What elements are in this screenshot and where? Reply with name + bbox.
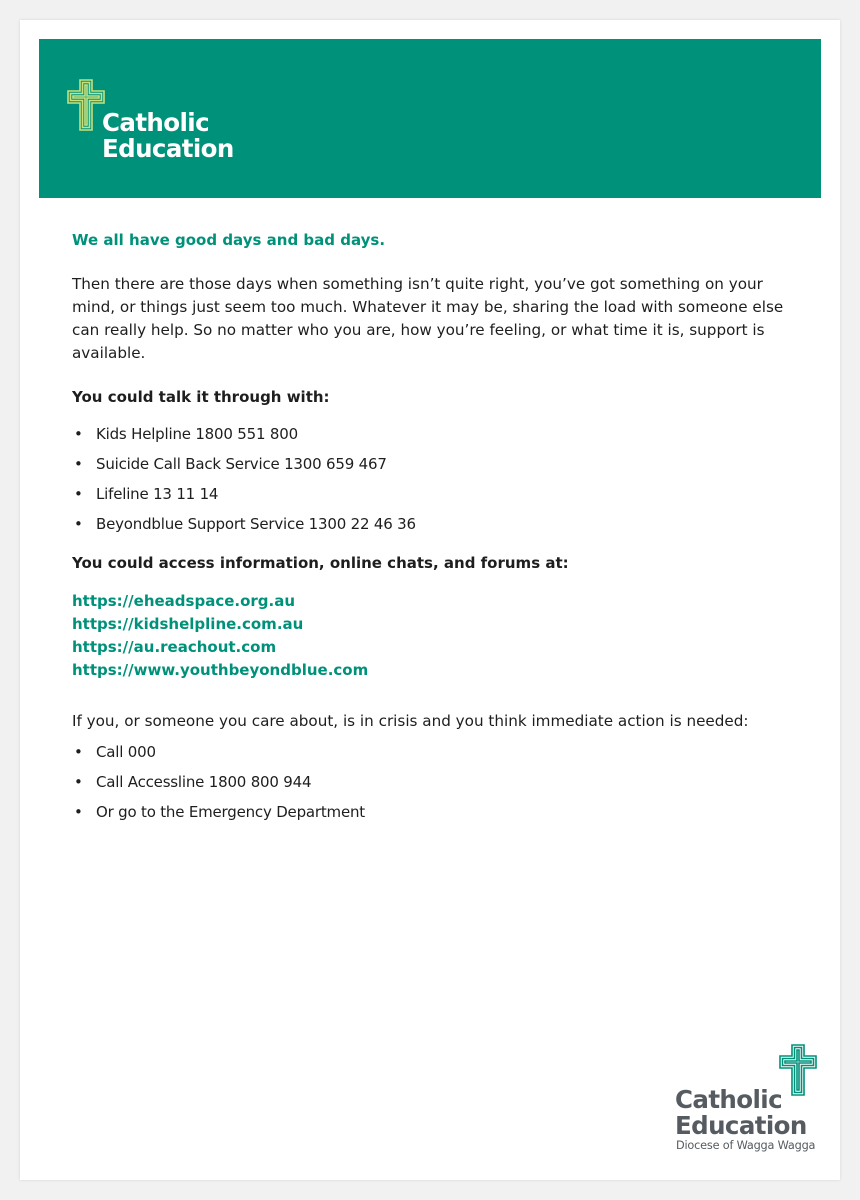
link-reachout[interactable]: https://au.reachout.com xyxy=(72,638,277,656)
logo-title xyxy=(675,1087,807,1139)
catholic-education-logo xyxy=(64,77,294,214)
crisis-text: If you, or someone you care about, is in crisis and you think immediate action is needed: xyxy=(72,712,749,730)
link-kidshelpline[interactable]: https://kidshelpline.com.au xyxy=(72,615,304,633)
main-content xyxy=(72,231,792,842)
list-item: • Call 000 xyxy=(72,742,792,762)
list-item: • Lifeline 13 11 14 xyxy=(72,484,792,504)
access-heading: You could access information, online chats, and forums at: xyxy=(72,554,569,572)
list-item: • Beyondblue Support Service 1300 22 46 36 xyxy=(72,514,792,534)
link-eheadspace[interactable]: https://eheadspace.org.au xyxy=(72,592,296,610)
intro-heading: We all have good days and bad days. xyxy=(72,231,386,249)
resource-links xyxy=(72,590,792,682)
list-item: • Call Accessline 1800 800 944 xyxy=(72,772,792,792)
helpline-list xyxy=(72,424,792,534)
list-item: • Or go to the Emergency Department xyxy=(72,802,792,822)
logo-title xyxy=(102,110,234,162)
logo-line2: Education xyxy=(102,134,234,163)
link-youthbeyondblue[interactable]: https://www.youthbeyondblue.com xyxy=(72,661,369,679)
document-page xyxy=(20,20,840,1180)
header-banner xyxy=(39,39,821,214)
list-item: • Kids Helpline 1800 551 800 xyxy=(72,424,792,444)
logo-line1: Catholic xyxy=(102,108,210,137)
catholic-education-logo-footer xyxy=(635,1050,860,1160)
crisis-list xyxy=(72,742,792,822)
logo-subtitle: Diocese of Wagga Wagga xyxy=(102,201,242,214)
intro-paragraph: Then there are those days when something isn’t quite right, you’ve got something on your mind, or things just seem too much. Whatever it may be, sharing the load with someone else can really help. So no matter who you are, how you’re feeling, or what time it is, support is available. xyxy=(72,275,784,362)
logo-line2: Education xyxy=(675,1111,807,1140)
logo-subtitle: Diocese of Wagga Wagga xyxy=(676,1139,816,1152)
logo-line1: Catholic xyxy=(675,1085,783,1114)
list-item: • Suicide Call Back Service 1300 659 467 xyxy=(72,454,792,474)
talk-heading: You could talk it through with: xyxy=(72,388,330,406)
